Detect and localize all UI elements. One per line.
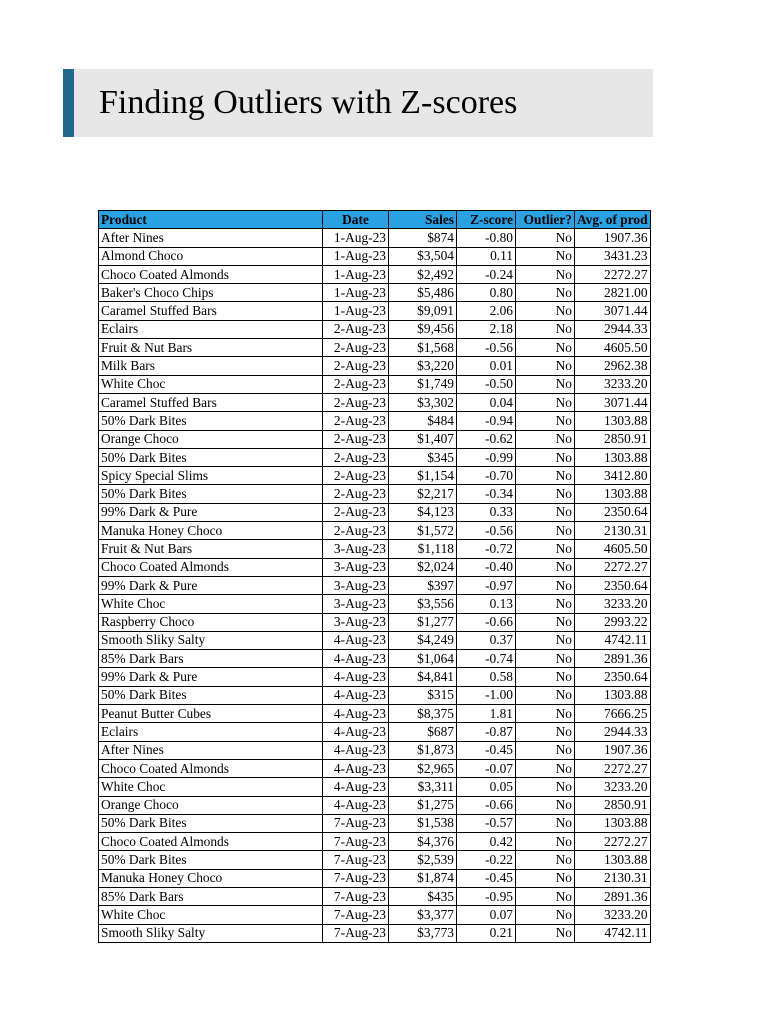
cell-date[interactable]: 3-Aug-23 (323, 540, 389, 558)
cell-product[interactable]: Orange Choco (99, 796, 323, 814)
cell-product[interactable]: Fruit & Nut Bars (99, 540, 323, 558)
cell-product[interactable]: 50% Dark Bites (99, 412, 323, 430)
cell-sales[interactable]: $9,091 (389, 302, 457, 320)
table-row (99, 339, 651, 357)
cell-product[interactable]: Milk Bars (99, 357, 323, 375)
cell-date[interactable]: 2-Aug-23 (323, 393, 389, 411)
cell-outlier[interactable]: No (516, 503, 575, 521)
cell-avg-of-prod[interactable]: 4605.50 (575, 540, 651, 558)
cell-product[interactable]: Almond Choco (99, 247, 323, 265)
cell-product[interactable]: Smooth Sliky Salty (99, 924, 323, 942)
cell-product[interactable]: 50% Dark Bites (99, 851, 323, 869)
cell-z-score[interactable]: -0.40 (457, 558, 516, 576)
table-row (99, 924, 651, 942)
cell-product[interactable]: Choco Coated Almonds (99, 759, 323, 777)
table-row (99, 741, 651, 759)
cell-outlier[interactable]: No (516, 650, 575, 668)
cell-z-score[interactable]: -0.50 (457, 375, 516, 393)
cell-outlier[interactable]: No (516, 906, 575, 924)
cell-product[interactable]: Raspberry Choco (99, 613, 323, 631)
cell-outlier[interactable]: No (516, 814, 575, 832)
table-row (99, 558, 651, 576)
cell-sales[interactable]: $3,504 (389, 247, 457, 265)
cell-sales[interactable]: $1,118 (389, 540, 457, 558)
cell-z-score[interactable]: -0.95 (457, 887, 516, 905)
cell-z-score[interactable]: -0.62 (457, 430, 516, 448)
cell-outlier[interactable]: No (516, 833, 575, 851)
cell-avg-of-prod[interactable]: 2272.27 (575, 833, 651, 851)
table-row (99, 265, 651, 283)
cell-avg-of-prod[interactable]: 2821.00 (575, 284, 651, 302)
cell-date[interactable]: 4-Aug-23 (323, 705, 389, 723)
cell-outlier[interactable]: No (516, 741, 575, 759)
cell-z-score[interactable]: 0.80 (457, 284, 516, 302)
table-row (99, 320, 651, 338)
cell-z-score[interactable]: -0.45 (457, 741, 516, 759)
cell-product[interactable]: Manuka Honey Choco (99, 522, 323, 540)
table-row (99, 705, 651, 723)
cell-outlier[interactable]: No (516, 522, 575, 540)
table-row (99, 284, 651, 302)
cell-avg-of-prod[interactable]: 3412.80 (575, 467, 651, 485)
cell-sales[interactable]: $3,311 (389, 778, 457, 796)
cell-sales[interactable]: $1,572 (389, 522, 457, 540)
cell-avg-of-prod[interactable]: 2993.22 (575, 613, 651, 631)
cell-sales[interactable]: $484 (389, 412, 457, 430)
cell-sales[interactable]: $2,217 (389, 485, 457, 503)
cell-product[interactable]: White Choc (99, 595, 323, 613)
cell-date[interactable]: 7-Aug-23 (323, 833, 389, 851)
cell-avg-of-prod[interactable]: 2962.38 (575, 357, 651, 375)
cell-date[interactable]: 3-Aug-23 (323, 595, 389, 613)
cell-sales[interactable]: $2,024 (389, 558, 457, 576)
cell-sales[interactable]: $3,773 (389, 924, 457, 942)
cell-date[interactable]: 3-Aug-23 (323, 558, 389, 576)
cell-z-score[interactable]: 0.42 (457, 833, 516, 851)
cell-z-score[interactable]: 0.21 (457, 924, 516, 942)
cell-avg-of-prod[interactable]: 1303.88 (575, 814, 651, 832)
cell-avg-of-prod[interactable]: 4742.11 (575, 631, 651, 649)
cell-date[interactable]: 7-Aug-23 (323, 851, 389, 869)
cell-avg-of-prod[interactable]: 2272.27 (575, 558, 651, 576)
cell-avg-of-prod[interactable]: 3071.44 (575, 302, 651, 320)
cell-sales[interactable]: $1,538 (389, 814, 457, 832)
cell-z-score[interactable]: -0.94 (457, 412, 516, 430)
cell-z-score[interactable]: -1.00 (457, 686, 516, 704)
table-row (99, 302, 651, 320)
table-row (99, 668, 651, 686)
cell-avg-of-prod[interactable]: 2130.31 (575, 522, 651, 540)
table-row (99, 906, 651, 924)
cell-avg-of-prod[interactable]: 1303.88 (575, 851, 651, 869)
cell-sales[interactable]: $9,456 (389, 320, 457, 338)
cell-outlier[interactable]: No (516, 759, 575, 777)
cell-z-score[interactable]: 0.11 (457, 247, 516, 265)
cell-date[interactable]: 2-Aug-23 (323, 430, 389, 448)
cell-z-score[interactable]: 0.05 (457, 778, 516, 796)
cell-outlier[interactable]: No (516, 723, 575, 741)
cell-z-score[interactable]: -0.74 (457, 650, 516, 668)
cell-z-score[interactable]: -0.99 (457, 448, 516, 466)
cell-sales[interactable]: $8,375 (389, 705, 457, 723)
cell-sales[interactable]: $1,568 (389, 339, 457, 357)
cell-product[interactable]: Peanut Butter Cubes (99, 705, 323, 723)
cell-product[interactable]: Smooth Sliky Salty (99, 631, 323, 649)
cell-avg-of-prod[interactable]: 1303.88 (575, 686, 651, 704)
column-header-date[interactable]: Date (323, 211, 389, 229)
cell-outlier[interactable]: No (516, 705, 575, 723)
cell-outlier[interactable]: No (516, 613, 575, 631)
cell-date[interactable]: 2-Aug-23 (323, 467, 389, 485)
cell-z-score[interactable]: 1.81 (457, 705, 516, 723)
data-table (98, 210, 651, 943)
cell-avg-of-prod[interactable]: 2350.64 (575, 503, 651, 521)
table-row (99, 759, 651, 777)
cell-z-score[interactable]: -0.45 (457, 869, 516, 887)
table-row (99, 686, 651, 704)
cell-avg-of-prod[interactable]: 2272.27 (575, 759, 651, 777)
cell-z-score[interactable]: -0.07 (457, 759, 516, 777)
cell-z-score[interactable]: -0.34 (457, 485, 516, 503)
cell-product[interactable]: 85% Dark Bars (99, 650, 323, 668)
cell-sales[interactable]: $1,407 (389, 430, 457, 448)
table-row (99, 851, 651, 869)
cell-sales[interactable]: $4,376 (389, 833, 457, 851)
cell-avg-of-prod[interactable]: 3233.20 (575, 906, 651, 924)
cell-z-score[interactable]: -0.66 (457, 796, 516, 814)
cell-date[interactable]: 2-Aug-23 (323, 320, 389, 338)
cell-sales[interactable]: $3,377 (389, 906, 457, 924)
cell-avg-of-prod[interactable]: 3431.23 (575, 247, 651, 265)
cell-sales[interactable]: $1,275 (389, 796, 457, 814)
table-row (99, 503, 651, 521)
cell-z-score[interactable]: 0.04 (457, 393, 516, 411)
table-row (99, 869, 651, 887)
cell-product[interactable]: After Nines (99, 229, 323, 247)
cell-product[interactable]: 99% Dark & Pure (99, 576, 323, 594)
cell-avg-of-prod[interactable]: 1303.88 (575, 412, 651, 430)
cell-sales[interactable]: $4,123 (389, 503, 457, 521)
cell-date[interactable]: 7-Aug-23 (323, 887, 389, 905)
cell-date[interactable]: 4-Aug-23 (323, 723, 389, 741)
cell-date[interactable]: 3-Aug-23 (323, 576, 389, 594)
column-header-sales[interactable]: Sales (389, 211, 457, 229)
title-banner (63, 69, 653, 137)
header-row (99, 211, 651, 229)
cell-sales[interactable]: $397 (389, 576, 457, 594)
cell-product[interactable]: White Choc (99, 778, 323, 796)
cell-date[interactable]: 4-Aug-23 (323, 668, 389, 686)
cell-outlier[interactable]: No (516, 869, 575, 887)
cell-sales[interactable]: $687 (389, 723, 457, 741)
cell-date[interactable]: 2-Aug-23 (323, 448, 389, 466)
cell-outlier[interactable]: No (516, 576, 575, 594)
cell-avg-of-prod[interactable]: 2130.31 (575, 869, 651, 887)
cell-outlier[interactable]: No (516, 851, 575, 869)
cell-z-score[interactable]: -0.22 (457, 851, 516, 869)
cell-date[interactable]: 1-Aug-23 (323, 247, 389, 265)
cell-outlier[interactable]: No (516, 467, 575, 485)
cell-product[interactable]: 99% Dark & Pure (99, 503, 323, 521)
table-row (99, 485, 651, 503)
cell-date[interactable]: 3-Aug-23 (323, 613, 389, 631)
cell-date[interactable]: 2-Aug-23 (323, 357, 389, 375)
cell-outlier[interactable]: No (516, 357, 575, 375)
cell-product[interactable]: 50% Dark Bites (99, 814, 323, 832)
table-body (99, 229, 651, 943)
cell-sales[interactable]: $3,220 (389, 357, 457, 375)
table-row (99, 778, 651, 796)
cell-avg-of-prod[interactable]: 7666.25 (575, 705, 651, 723)
cell-date[interactable]: 2-Aug-23 (323, 522, 389, 540)
cell-date[interactable]: 4-Aug-23 (323, 741, 389, 759)
cell-date[interactable]: 2-Aug-23 (323, 503, 389, 521)
cell-outlier[interactable]: No (516, 430, 575, 448)
cell-outlier[interactable]: No (516, 339, 575, 357)
table-row (99, 412, 651, 430)
cell-date[interactable]: 7-Aug-23 (323, 814, 389, 832)
cell-sales[interactable]: $1,277 (389, 613, 457, 631)
column-header-product[interactable]: Product (99, 211, 323, 229)
cell-product[interactable]: Choco Coated Almonds (99, 558, 323, 576)
cell-avg-of-prod[interactable]: 3233.20 (575, 595, 651, 613)
cell-sales[interactable]: $435 (389, 887, 457, 905)
table-row (99, 887, 651, 905)
cell-outlier[interactable]: No (516, 229, 575, 247)
cell-date[interactable]: 4-Aug-23 (323, 631, 389, 649)
cell-z-score[interactable]: -0.97 (457, 576, 516, 594)
page-title: Finding Outliers with Z-scores (99, 84, 518, 121)
cell-avg-of-prod[interactable]: 2350.64 (575, 668, 651, 686)
table-row (99, 540, 651, 558)
cell-date[interactable]: 2-Aug-23 (323, 412, 389, 430)
cell-sales[interactable]: $315 (389, 686, 457, 704)
table-row (99, 796, 651, 814)
cell-z-score[interactable]: -0.24 (457, 265, 516, 283)
cell-outlier[interactable]: No (516, 686, 575, 704)
cell-sales[interactable]: $1,874 (389, 869, 457, 887)
cell-product[interactable]: Caramel Stuffed Bars (99, 393, 323, 411)
cell-date[interactable]: 4-Aug-23 (323, 686, 389, 704)
cell-avg-of-prod[interactable]: 2850.91 (575, 430, 651, 448)
cell-product[interactable]: Choco Coated Almonds (99, 265, 323, 283)
cell-date[interactable]: 2-Aug-23 (323, 339, 389, 357)
cell-sales[interactable]: $2,965 (389, 759, 457, 777)
cell-product[interactable]: Eclairs (99, 320, 323, 338)
cell-z-score[interactable]: -0.56 (457, 522, 516, 540)
cell-avg-of-prod[interactable]: 3233.20 (575, 375, 651, 393)
cell-outlier[interactable]: No (516, 320, 575, 338)
cell-avg-of-prod[interactable]: 1303.88 (575, 485, 651, 503)
cell-avg-of-prod[interactable]: 2350.64 (575, 576, 651, 594)
cell-z-score[interactable]: 0.58 (457, 668, 516, 686)
cell-avg-of-prod[interactable]: 4605.50 (575, 339, 651, 357)
cell-product[interactable]: 50% Dark Bites (99, 686, 323, 704)
cell-z-score[interactable]: -0.80 (457, 229, 516, 247)
cell-sales[interactable]: $1,873 (389, 741, 457, 759)
cell-sales[interactable]: $345 (389, 448, 457, 466)
cell-product[interactable]: 85% Dark Bars (99, 887, 323, 905)
cell-product[interactable]: Spicy Special Slims (99, 467, 323, 485)
cell-avg-of-prod[interactable]: 3071.44 (575, 393, 651, 411)
cell-sales[interactable]: $3,556 (389, 595, 457, 613)
table-row (99, 448, 651, 466)
cell-avg-of-prod[interactable]: 3233.20 (575, 778, 651, 796)
table-row (99, 723, 651, 741)
cell-date[interactable]: 4-Aug-23 (323, 759, 389, 777)
cell-product[interactable]: 50% Dark Bites (99, 448, 323, 466)
cell-outlier[interactable]: No (516, 265, 575, 283)
cell-date[interactable]: 1-Aug-23 (323, 265, 389, 283)
table-row (99, 613, 651, 631)
cell-sales[interactable]: $2,492 (389, 265, 457, 283)
cell-avg-of-prod[interactable]: 1907.36 (575, 229, 651, 247)
cell-outlier[interactable]: No (516, 412, 575, 430)
cell-avg-of-prod[interactable]: 2944.33 (575, 320, 651, 338)
cell-product[interactable]: Fruit & Nut Bars (99, 339, 323, 357)
table-row (99, 522, 651, 540)
cell-sales[interactable]: $4,841 (389, 668, 457, 686)
table-row (99, 576, 651, 594)
table-row (99, 833, 651, 851)
cell-date[interactable]: 7-Aug-23 (323, 924, 389, 942)
cell-z-score[interactable]: 2.06 (457, 302, 516, 320)
cell-product[interactable]: Orange Choco (99, 430, 323, 448)
cell-outlier[interactable]: No (516, 778, 575, 796)
cell-z-score[interactable]: -0.72 (457, 540, 516, 558)
cell-product[interactable]: Choco Coated Almonds (99, 833, 323, 851)
cell-avg-of-prod[interactable]: 2944.33 (575, 723, 651, 741)
cell-date[interactable]: 1-Aug-23 (323, 302, 389, 320)
cell-outlier[interactable]: No (516, 302, 575, 320)
cell-date[interactable]: 7-Aug-23 (323, 869, 389, 887)
table-row (99, 595, 651, 613)
cell-outlier[interactable]: No (516, 924, 575, 942)
cell-date[interactable]: 4-Aug-23 (323, 778, 389, 796)
cell-outlier[interactable]: No (516, 796, 575, 814)
cell-avg-of-prod[interactable]: 2850.91 (575, 796, 651, 814)
cell-sales[interactable]: $1,064 (389, 650, 457, 668)
column-header-outlier[interactable]: Outlier? (516, 211, 575, 229)
cell-outlier[interactable]: No (516, 631, 575, 649)
cell-avg-of-prod[interactable]: 1303.88 (575, 448, 651, 466)
cell-avg-of-prod[interactable]: 2891.36 (575, 887, 651, 905)
cell-outlier[interactable]: No (516, 448, 575, 466)
cell-outlier[interactable]: No (516, 558, 575, 576)
title-accent-bar (63, 69, 74, 137)
cell-outlier[interactable]: No (516, 540, 575, 558)
cell-z-score[interactable]: 0.13 (457, 595, 516, 613)
cell-product[interactable]: Baker's Choco Chips (99, 284, 323, 302)
cell-sales[interactable]: $1,749 (389, 375, 457, 393)
cell-product[interactable]: White Choc (99, 375, 323, 393)
table-row (99, 650, 651, 668)
cell-date[interactable]: 1-Aug-23 (323, 229, 389, 247)
cell-sales[interactable]: $874 (389, 229, 457, 247)
cell-outlier[interactable]: No (516, 375, 575, 393)
cell-sales[interactable]: $2,539 (389, 851, 457, 869)
cell-z-score[interactable]: -0.70 (457, 467, 516, 485)
cell-date[interactable]: 7-Aug-23 (323, 906, 389, 924)
cell-product[interactable]: Eclairs (99, 723, 323, 741)
cell-date[interactable]: 4-Aug-23 (323, 796, 389, 814)
cell-outlier[interactable]: No (516, 595, 575, 613)
cell-date[interactable]: 2-Aug-23 (323, 375, 389, 393)
cell-product[interactable]: After Nines (99, 741, 323, 759)
cell-sales[interactable]: $3,302 (389, 393, 457, 411)
table-row (99, 814, 651, 832)
column-header-z-score[interactable]: Z-score (457, 211, 516, 229)
table-row (99, 631, 651, 649)
cell-outlier[interactable]: No (516, 887, 575, 905)
cell-outlier[interactable]: No (516, 247, 575, 265)
cell-sales[interactable]: $5,486 (389, 284, 457, 302)
cell-z-score[interactable]: -0.87 (457, 723, 516, 741)
cell-product[interactable]: 99% Dark & Pure (99, 668, 323, 686)
cell-avg-of-prod[interactable]: 2272.27 (575, 265, 651, 283)
cell-product[interactable]: Manuka Honey Choco (99, 869, 323, 887)
cell-z-score[interactable]: 0.01 (457, 357, 516, 375)
cell-outlier[interactable]: No (516, 668, 575, 686)
table-row (99, 430, 651, 448)
cell-avg-of-prod[interactable]: 1907.36 (575, 741, 651, 759)
cell-z-score[interactable]: 0.33 (457, 503, 516, 521)
cell-z-score[interactable]: 0.07 (457, 906, 516, 924)
table-row (99, 393, 651, 411)
cell-product[interactable]: White Choc (99, 906, 323, 924)
cell-sales[interactable]: $4,249 (389, 631, 457, 649)
cell-sales[interactable]: $1,154 (389, 467, 457, 485)
cell-z-score[interactable]: -0.56 (457, 339, 516, 357)
cell-avg-of-prod[interactable]: 2891.36 (575, 650, 651, 668)
cell-date[interactable]: 2-Aug-23 (323, 485, 389, 503)
cell-product[interactable]: Caramel Stuffed Bars (99, 302, 323, 320)
cell-outlier[interactable]: No (516, 485, 575, 503)
table-row (99, 247, 651, 265)
table-row (99, 357, 651, 375)
table-row (99, 467, 651, 485)
column-header-avg-of-prod[interactable]: Avg. of prod (575, 211, 651, 229)
cell-avg-of-prod[interactable]: 4742.11 (575, 924, 651, 942)
cell-outlier[interactable]: No (516, 393, 575, 411)
cell-z-score[interactable]: 0.37 (457, 631, 516, 649)
cell-date[interactable]: 1-Aug-23 (323, 284, 389, 302)
cell-date[interactable]: 4-Aug-23 (323, 650, 389, 668)
cell-z-score[interactable]: 2.18 (457, 320, 516, 338)
cell-outlier[interactable]: No (516, 284, 575, 302)
cell-z-score[interactable]: -0.57 (457, 814, 516, 832)
cell-product[interactable]: 50% Dark Bites (99, 485, 323, 503)
cell-z-score[interactable]: -0.66 (457, 613, 516, 631)
table-row (99, 229, 651, 247)
table-row (99, 375, 651, 393)
